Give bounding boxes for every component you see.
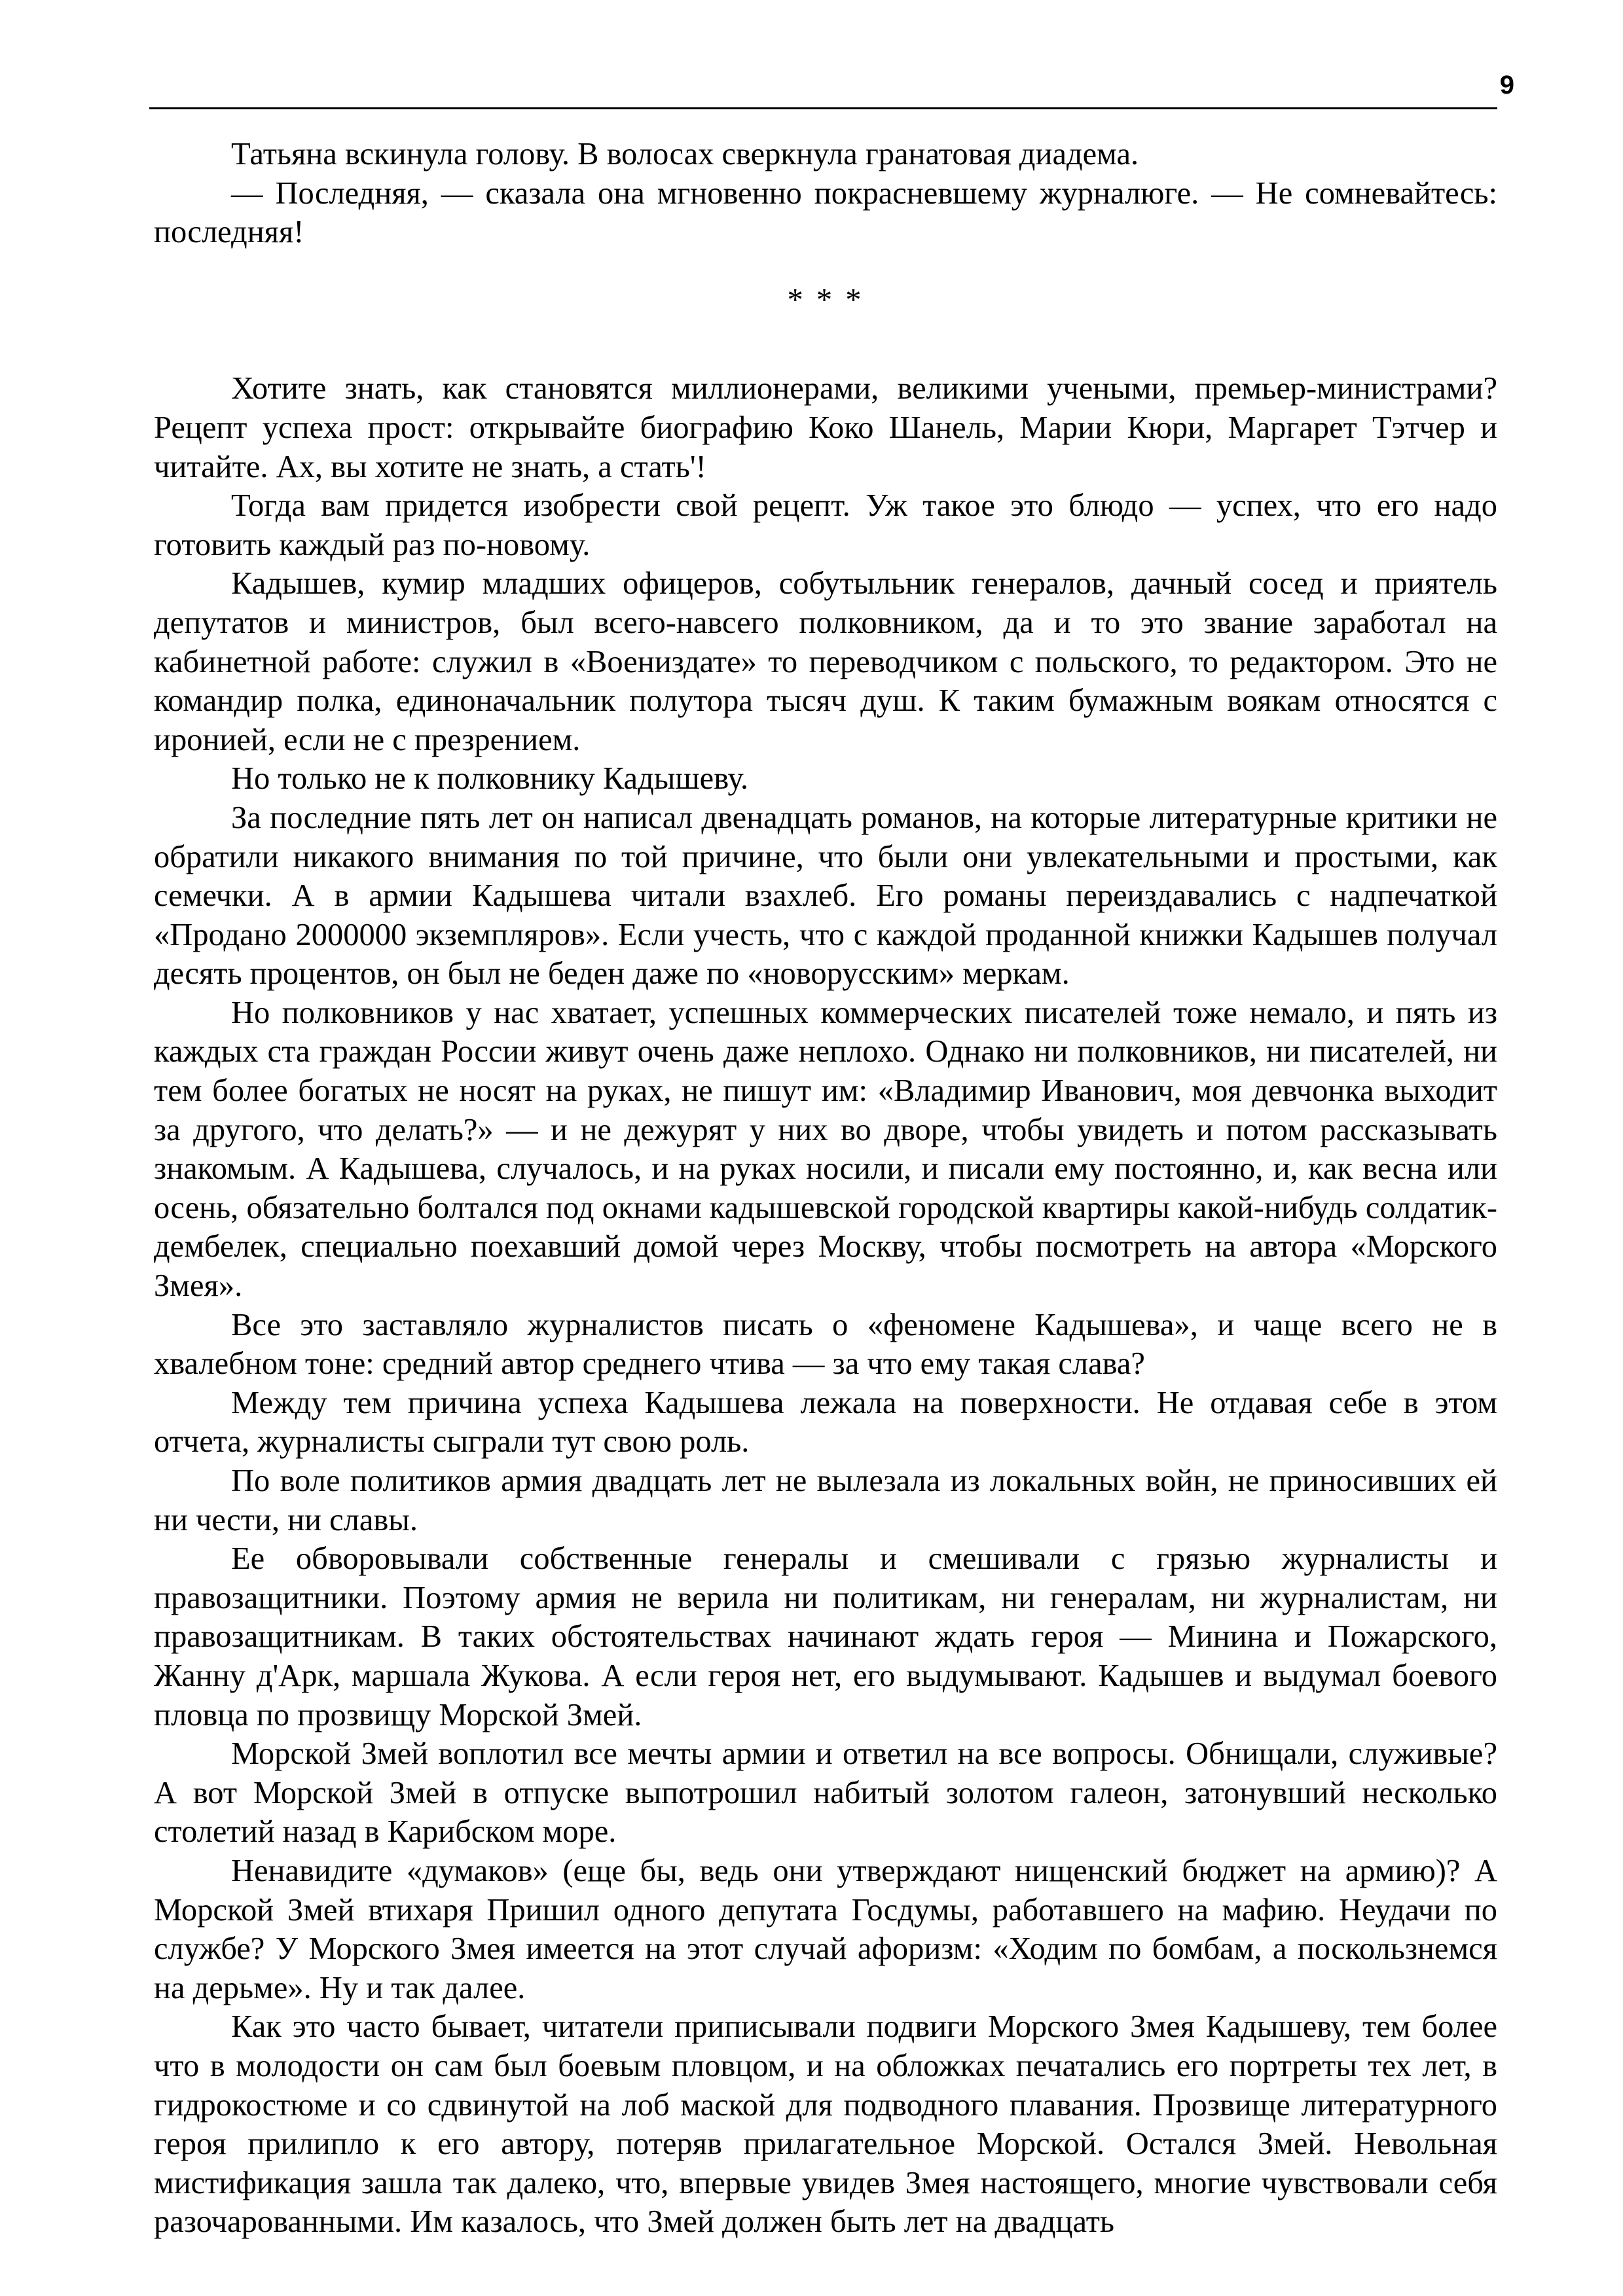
paragraph: Но полковников у нас хватает, успешных коммерческих писателей тоже немало, и пять из каждых ста граждан России живут очень даже неплохо. Однако ни полковников, ни писателей, ни тем более богатых не носят на руках, не пишут им: «Владимир Иванович, моя девчонка выходит за другого, что делать?» — и не дежурят у них во дворе, чтобы увидеть и потом рассказывать знакомым. А Кадышева, случалось, и на руках носили, и писали ему постоянно, и, как весна или осень, обязательно болтался под окнами кадышевской городской квартиры какой-нибудь солдатик-дембелек, специально поехавший домой через Москву, чтобы посмотреть на автора «Морского Змея». [154,995,1497,1304]
paragraph: Тогда вам придется изобрести свой рецепт. Уж такое это блюдо — успех, что его надо готовить каждый раз по-новому. [154,488,1497,562]
paragraph: Все это заставляло журналистов писать о «феномене Кадышева», и чаще всего не в хвалебном тоне: средний автор среднего чтива — за что ему такая слава? [154,1307,1497,1382]
page-number: 9 [1499,71,1514,99]
paragraph: Морской Змей воплотил все мечты армии и ответил на все вопросы. Обнищали, служивые? А вот Морской Змей в отпуске выпотрошил набитый золотом галеон, затонувший несколько столетий назад в Карибском море. [154,1736,1497,1850]
paragraph: Ее обворовывали собственные генералы и смешивали с грязью журналисты и правозащитники. Поэтому армия не верила ни политикам, ни генералам, ни журналистам, ни правозащитникам. В таких обстоятельствах начинают ждать героя — Минина и Пожарского, Жанну д'Арк, маршала Жукова. А если героя нет, его выдумывают. Кадышев и выдумал боевого пловца по прозвищу Морской Змей. [154,1541,1497,1732]
section-separator: * * * [787,282,864,317]
header-rule [149,107,1497,109]
paragraph: Ненавидите «думаков» (еще бы, ведь они утверждают нищенский бюджет на армию)? А Морской Змей втихаря Пришил одного депутата Госдумы, работавшего на мафию. Неудачи по службе? У Морского Змея имеется на этот случай афоризм: «Ходим по бомбам, а поскользнемся на дерьме». Ну и так далее. [154,1853,1497,2005]
paragraph: Хотите знать, как становятся миллионерами, великими учеными, премьер-министрами? Рецепт успеха прост: открывайте биографию Коко Шанель, Марии Кюри, Маргарет Тэтчер и читайте. Ах, вы хотите не знать, а стать'! [154,371,1497,484]
paragraph: За последние пять лет он написал двенадцать романов, на которые литературные критики не обратили никакого внимания по той причине, что были они увлекательными и простыми, как семечки. А в армии Кадышева читали взахлеб. Его романы переиздавались с надпечаткой «Продано 2000000 экземпляров». Если учесть, что с каждой проданной книжки Кадышев получал десять процентов, он был не беден даже по «новорусским» меркам. [154,800,1497,992]
paragraph: — Последняя, — сказала она мгновенно покрасневшему журналюге. — Не сомневайтесь: последняя! [154,175,1497,250]
paragraph: Между тем причина успеха Кадышева лежала на поверхности. Не отдавая себе в этом отчета, журналисты сыграли тут свою роль. [154,1385,1497,1460]
paragraph: Но только не к полковнику Кадышеву. [231,761,748,797]
paragraph: Кадышев, кумир младших офицеров, собутыльник генералов, дачный сосед и приятель депутатов и министров, был всего-навсего полковником, да и то это звание заработал на кабинетной работе: служил в «Воениздате» то переводчиком с польского, то редактором. Это не командир полка, единоначальник полутора тысяч душ. К таким бумажным воякам относятся с иронией, если не с презрением. [154,566,1497,757]
paragraph: Как это часто бывает, читатели приписывали подвиги Морского Змея Кадышеву, тем более что в молодости он сам был боевым пловцом, и на обложках печатались его портреты тех лет, в гидрокостюме и со сдвинутой на лоб маской для подводного плавания. Прозвище литературного героя прилипло к его автору, потеряв прилагательное Морской. Остался Змей. Невольная мистификация зашла так далеко, что, впервые увидев Змея настоящего, многие чувствовали себя разочарованными. Им казалось, что Змей должен быть лет на двадцать [154,2009,1497,2240]
paragraph: Татьяна вскинула голову. В волосах сверкнула гранатовая диадема. [231,137,1139,171]
text-body [154,135,1497,2242]
paragraph: По воле политиков армия двадцать лет не вылезала из локальных войн, не приносивших ей ни чести, ни славы. [154,1463,1497,1537]
